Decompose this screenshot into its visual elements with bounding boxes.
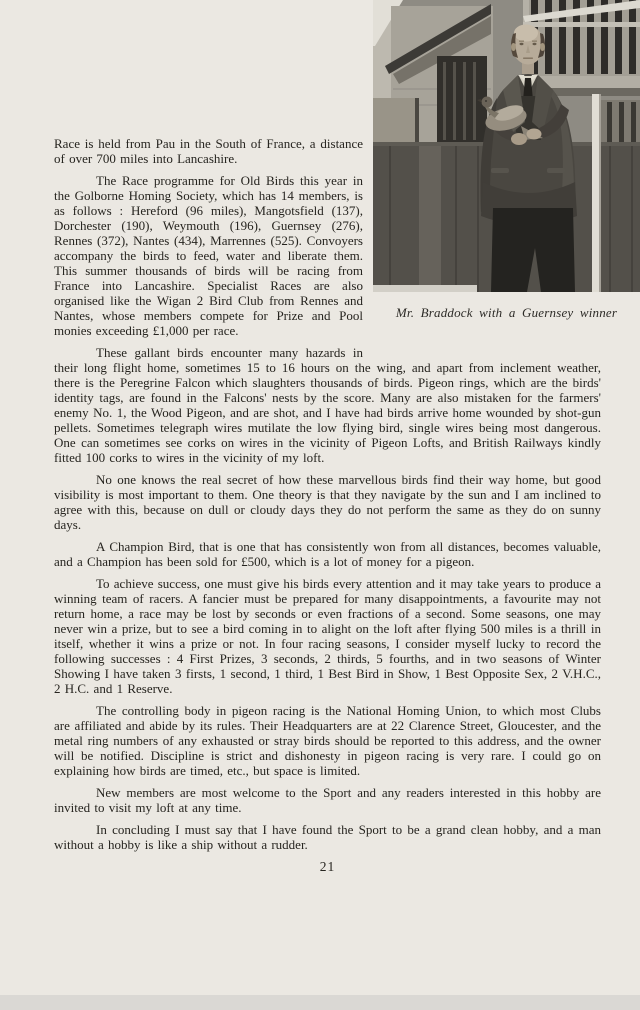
photo-caption: Mr. Braddock with a Guernsey winner	[395, 305, 618, 320]
paragraph-achieving-success: To achieve success, one must give his birds every attention and it may take years to produce a winning team of racers. A fancier must be prepared for many disappointments, a favourite may not return home, a race may be lost by seconds or even fractions of a second. Some seasons, one may never win a prize, but to see a bird coming in to alight on the loft after flying 500 miles is a thrill in itself, whether it wins a prize or not. In four racing seasons, I consider myself lucky to record the following successes : 4 First Prizes, 3 seconds, 2 thirds, 5 fourths, and in two seasons of Winter Showing I have taken 3 firsts, 1 second, 1 third, 1 Best Bird in Show, 1 Best Opposite Sex, 2 V.H.C., 2 H.C. and 1 Reserve.	[54, 576, 601, 696]
paragraph-national-homing-union: The controlling body in pigeon racing is the National Homing Union, to which most Clubs are affiliated and abide by its rules. Their Headquarters are at 22 Clarence Street, Gloucester, and the metal ring numbers of any exhausted or stray birds should be reported to this address, and the owner will be notified. Discipline is strict and dishonesty in pigeon racing is very rare. I could go on explaining how birds are timed, etc., but space is limited.	[54, 703, 601, 778]
paragraph-navigation-secret: No one knows the real secret of how these marvellous birds find their way home, but good visibility is most important to them. One theory is that they navigate by the sun and I am inclined to agree with this, because on dull or cloudy days they do not perform the same as they do on sunny days.	[54, 472, 601, 532]
paragraph-race-programme: The Race programme for Old Birds this year in the Golborne Homing Society, which has 14 members, is as follows : Hereford (96 miles), Mangotsfield (137), Dorchester (190), Weymouth (196), Guernsey (276), Rennes (372), Nantes (434), Marrennes (525). Convoyers accompany the birds to feed, water and liberate them. This summer thousands of birds will be racing from France into Lancashire. Specialist Races are also organised like the Wigan 2 Bird Club from Rennes and Nantes, whose members compete for Prize and Pool monies exceeding £1,000 per race.	[54, 173, 363, 338]
paragraph-race-from-pau: Race is held from Pau in the South of France, a distance of over 700 miles into Lancashire.	[54, 136, 363, 166]
paragraph-conclusion: In concluding I must say that I have found the Sport to be a grand clean hobby, and a man without a hobby is like a ship without a rudder.	[54, 822, 601, 852]
paragraph-new-members: New members are most welcome to the Sport and any readers interested in this hobby are invited to visit my loft at any time.	[54, 785, 601, 815]
page-number: 21	[319, 859, 336, 874]
scan-bottom-edge	[0, 995, 640, 1010]
photo-wrap-spacer	[363, 136, 601, 358]
paragraph-champion-bird: A Champion Bird, that is one that has consistently won from all distances, becomes valuable, and a Champion has been sold for £500, which is a lot of money for a pigeon.	[54, 539, 601, 569]
paragraph-hazards: These gallant birds encounter many hazards in their long flight home, sometimes 15 to 16 hours on the wing, and apart from inclement weather, there is the Peregrine Falcon which slaughters thousands of birds. Pigeon rings, which are the birds' identity tags, are found in the Falcons' nests by the score. Many are also mistaken for the farmers' enemy No. 1, the Wood Pigeon, and are shot, and I have had birds arrive home wounded by shot-gun pellets. Sometimes telegraph wires mutilate the low flying bird, single wires being most dangerous. One can sometimes see corks on wires in the vicinity of Pigeon Lofts, and British Railways kindly fitted 100 corks to wires in the vicinity of my loft.	[54, 345, 601, 465]
page-text	[54, 136, 601, 874]
